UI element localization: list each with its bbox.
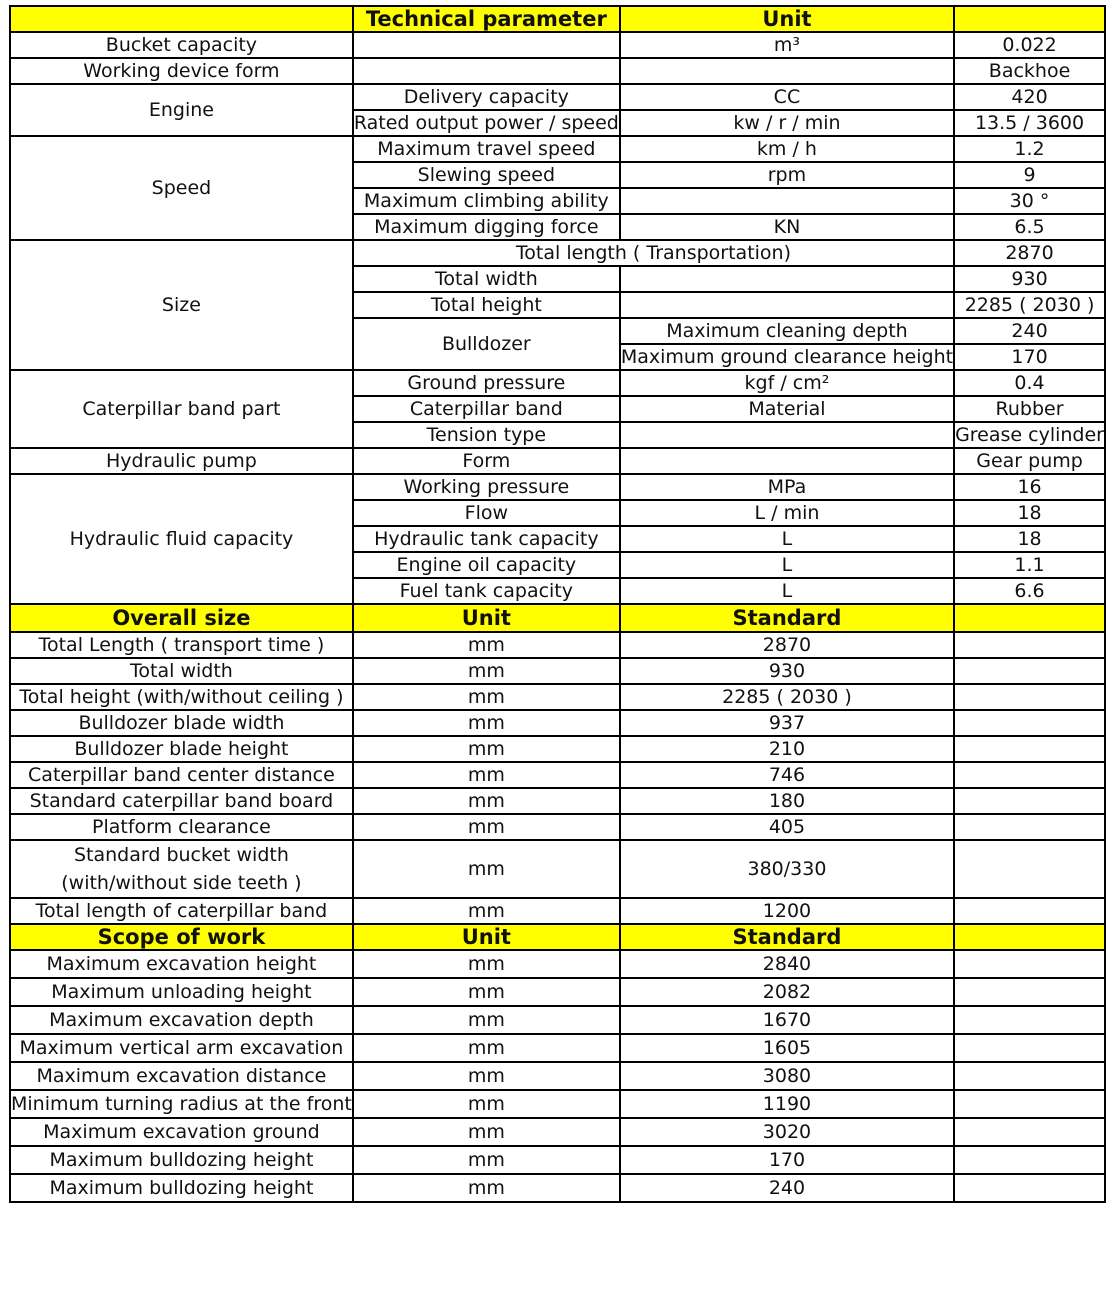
value-cell: 2870 — [954, 240, 1105, 266]
header-row — [10, 6, 1105, 32]
param-cell: Form — [353, 448, 620, 474]
header-unit: Unit — [353, 604, 620, 632]
empty-cell — [954, 950, 1105, 978]
param-cell: Engine oil capacity — [353, 552, 620, 578]
unit-cell: KN — [620, 214, 954, 240]
empty-cell — [954, 1118, 1105, 1146]
value-cell: 2870 — [620, 632, 954, 658]
value-cell: 210 — [620, 736, 954, 762]
value-cell: 930 — [954, 266, 1105, 292]
value-cell: 240 — [620, 1174, 954, 1202]
unit-cell: m³ — [620, 32, 954, 58]
item-cell: Maximum bulldozing height — [10, 1174, 353, 1202]
item-cell: Total length of caterpillar band — [10, 898, 353, 924]
value-cell: 1605 — [620, 1034, 954, 1062]
empty-cell — [954, 1174, 1105, 1202]
unit-cell: L — [620, 526, 954, 552]
empty-cell — [954, 978, 1105, 1006]
value-cell: Rubber — [954, 396, 1105, 422]
unit-cell: kw / r / min — [620, 110, 954, 136]
value-cell: 6.5 — [954, 214, 1105, 240]
param-cell: Maximum digging force — [353, 214, 620, 240]
table-row — [10, 840, 1105, 898]
row-label: Hydraulic pump — [10, 448, 353, 474]
unit-cell: MPa — [620, 474, 954, 500]
scope-of-work-header — [10, 924, 1105, 950]
item-cell: Maximum excavation depth — [10, 1006, 353, 1034]
param-cell: Tension type — [353, 422, 620, 448]
param-cell: Slewing speed — [353, 162, 620, 188]
value-cell: Gear pump — [954, 448, 1105, 474]
unit-cell: mm — [353, 1118, 620, 1146]
value-cell: 2285 ( 2030 ) — [620, 684, 954, 710]
table-row — [10, 684, 1105, 710]
table-row — [10, 1006, 1105, 1034]
param-cell — [353, 58, 620, 84]
empty-cell — [954, 788, 1105, 814]
unit-cell: mm — [353, 1006, 620, 1034]
group-label-engine: Engine — [10, 84, 353, 136]
table-row — [10, 658, 1105, 684]
unit-cell: mm — [353, 632, 620, 658]
header-cell-blank — [954, 924, 1105, 950]
value-cell: 1.1 — [954, 552, 1105, 578]
unit-cell: kgf / cm² — [620, 370, 954, 396]
unit-cell — [620, 58, 954, 84]
empty-cell — [954, 632, 1105, 658]
table-row — [10, 814, 1105, 840]
value-cell: 2840 — [620, 950, 954, 978]
empty-cell — [954, 840, 1105, 898]
group-label-size: Size — [10, 240, 353, 370]
param-cell: Caterpillar band — [353, 396, 620, 422]
param-cell: Maximum ground clearance height — [620, 346, 954, 368]
table-row — [10, 978, 1105, 1006]
value-cell: 1190 — [620, 1090, 954, 1118]
param-cell: Fuel tank capacity — [353, 578, 620, 604]
value-cell: 0.022 — [954, 32, 1105, 58]
value-cell: 1200 — [620, 898, 954, 924]
table-row — [10, 898, 1105, 924]
value-cell: 170 — [620, 1146, 954, 1174]
overall-size-header — [10, 604, 1105, 632]
header-cell-blank — [10, 6, 353, 32]
unit-cell: L — [620, 552, 954, 578]
unit-cell: mm — [353, 950, 620, 978]
unit-cell: CC — [620, 84, 954, 110]
table-row — [10, 736, 1105, 762]
value-cell: 18 — [954, 500, 1105, 526]
item-cell: Total Length ( transport time ) — [10, 632, 353, 658]
value-cell: 16 — [954, 474, 1105, 500]
row-label: Bucket capacity — [10, 32, 353, 58]
param-cell: Total height — [353, 292, 620, 318]
item-cell: Maximum excavation height — [10, 950, 353, 978]
value-cell: 13.5 / 3600 — [954, 110, 1105, 136]
unit-cell — [620, 422, 954, 448]
table-row — [10, 136, 1105, 162]
empty-cell — [954, 1034, 1105, 1062]
empty-cell — [954, 762, 1105, 788]
empty-cell — [954, 710, 1105, 736]
unit-cell — [620, 188, 954, 214]
value-cell: 30 ° — [954, 188, 1105, 214]
unit-cell: mm — [353, 658, 620, 684]
item-cell: Bulldozer blade width — [10, 710, 353, 736]
param-cell: Hydraulic tank capacity — [353, 526, 620, 552]
value-cell: 1670 — [620, 1006, 954, 1034]
param-cell: Total width — [353, 266, 620, 292]
value-cell: 380/330 — [620, 840, 954, 898]
table-row — [10, 1090, 1105, 1118]
item-cell: Total height (with/without ceiling ) — [10, 684, 353, 710]
param-cell: Maximum climbing ability — [353, 188, 620, 214]
value-cell: 3020 — [620, 1118, 954, 1146]
unit-cell: mm — [353, 762, 620, 788]
unit-cell: mm — [353, 736, 620, 762]
item-cell: Maximum vertical arm excavation — [10, 1034, 353, 1062]
value-cell: 420 — [954, 84, 1105, 110]
unit-cell: L — [620, 578, 954, 604]
table-row — [10, 32, 1105, 58]
item-cell: Standard bucket width (with/without side teeth ) — [10, 840, 353, 898]
item-cell: Maximum bulldozing height — [10, 1146, 353, 1174]
table-row — [10, 762, 1105, 788]
header-standard: Standard — [620, 924, 954, 950]
item-cell: Bulldozer blade height — [10, 736, 353, 762]
group-label-caterpillar: Caterpillar band part — [10, 370, 353, 448]
group-label-hydraulic-fluid: Hydraulic fluid capacity — [10, 474, 353, 604]
unit-cell — [620, 448, 954, 474]
header-overall-size: Overall size — [10, 604, 353, 632]
item-cell: Platform clearance — [10, 814, 353, 840]
group-label-speed: Speed — [10, 136, 353, 240]
table-row — [10, 950, 1105, 978]
unit-cell: mm — [353, 1146, 620, 1174]
spec-table — [9, 5, 1106, 1203]
unit-cell: mm — [353, 1090, 620, 1118]
header-standard: Standard — [620, 604, 954, 632]
unit-cell: mm — [353, 1062, 620, 1090]
param-cell: Maximum travel speed — [353, 136, 620, 162]
table-row — [10, 1146, 1105, 1174]
header-scope-of-work: Scope of work — [10, 924, 353, 950]
unit-cell: rpm — [620, 162, 954, 188]
value-cell: 180 — [620, 788, 954, 814]
value-cell: 937 — [620, 710, 954, 736]
header-unit: Unit — [353, 924, 620, 950]
value-cell: 3080 — [620, 1062, 954, 1090]
empty-cell — [954, 1146, 1105, 1174]
value-cell: 746 — [620, 762, 954, 788]
table-row — [10, 632, 1105, 658]
value-cell: Grease cylinder — [955, 424, 1104, 446]
empty-cell — [954, 658, 1105, 684]
item-cell: Caterpillar band center distance — [10, 762, 353, 788]
param-cell: Working pressure — [353, 474, 620, 500]
unit-cell: mm — [353, 840, 620, 898]
empty-cell — [954, 814, 1105, 840]
table-row — [10, 710, 1105, 736]
table-row — [10, 788, 1105, 814]
empty-cell — [954, 1006, 1105, 1034]
unit-cell: km / h — [620, 136, 954, 162]
item-cell: Total width — [10, 658, 353, 684]
value-cell: 930 — [620, 658, 954, 684]
empty-cell — [954, 1090, 1105, 1118]
value-cell: 9 — [954, 162, 1105, 188]
value-cell: 2082 — [620, 978, 954, 1006]
item-cell: Maximum unloading height — [10, 978, 353, 1006]
param-cell: Maximum cleaning depth — [620, 318, 954, 344]
value-cell: 18 — [954, 526, 1105, 552]
unit-cell: mm — [353, 898, 620, 924]
unit-cell: mm — [353, 710, 620, 736]
table-row — [10, 370, 1105, 396]
header-cell-blank-right — [954, 6, 1105, 32]
group-label-bulldozer: Bulldozer — [353, 318, 620, 370]
param-cell — [353, 32, 620, 58]
table-row — [10, 58, 1105, 84]
param-cell: Rated output power / speed — [353, 112, 619, 134]
header-cell-blank — [954, 604, 1105, 632]
unit-cell: mm — [353, 684, 620, 710]
unit-cell: L / min — [620, 500, 954, 526]
header-technical-parameter: Technical parameter — [353, 6, 620, 32]
table-row — [10, 474, 1105, 500]
empty-cell — [954, 684, 1105, 710]
param-cell: Total length ( Transportation) — [353, 240, 954, 266]
table-row — [10, 84, 1105, 110]
table-row — [10, 1174, 1105, 1202]
item-cell: Minimum turning radius at the front — [10, 1090, 353, 1118]
empty-cell — [954, 1062, 1105, 1090]
param-cell: Ground pressure — [353, 370, 620, 396]
unit-cell: Material — [620, 396, 954, 422]
value-cell: 1.2 — [954, 136, 1105, 162]
value-cell: 240 — [954, 318, 1105, 344]
unit-cell: mm — [353, 1034, 620, 1062]
item-cell: Maximum excavation ground — [10, 1118, 353, 1146]
table-row — [10, 1062, 1105, 1090]
param-cell: Delivery capacity — [353, 84, 620, 110]
empty-cell — [954, 736, 1105, 762]
param-cell: Flow — [353, 500, 620, 526]
table-row — [10, 240, 1105, 266]
table-row — [10, 1118, 1105, 1146]
item-cell: Maximum excavation distance — [10, 1062, 353, 1090]
table-row — [10, 1034, 1105, 1062]
value-cell: 2285 ( 2030 ) — [954, 292, 1105, 318]
item-cell: Standard caterpillar band board — [10, 788, 353, 814]
value-cell: 405 — [620, 814, 954, 840]
empty-cell — [954, 898, 1105, 924]
unit-cell — [620, 292, 954, 318]
value-cell: 170 — [954, 344, 1105, 370]
value-cell: 6.6 — [954, 578, 1105, 604]
header-unit: Unit — [620, 6, 954, 32]
row-label: Working device form — [10, 58, 353, 84]
table-row — [10, 448, 1105, 474]
unit-cell: mm — [353, 1174, 620, 1202]
value-cell: 0.4 — [954, 370, 1105, 396]
unit-cell: mm — [353, 788, 620, 814]
unit-cell — [620, 266, 954, 292]
unit-cell: mm — [353, 978, 620, 1006]
unit-cell: mm — [353, 814, 620, 840]
value-cell: Backhoe — [954, 58, 1105, 84]
